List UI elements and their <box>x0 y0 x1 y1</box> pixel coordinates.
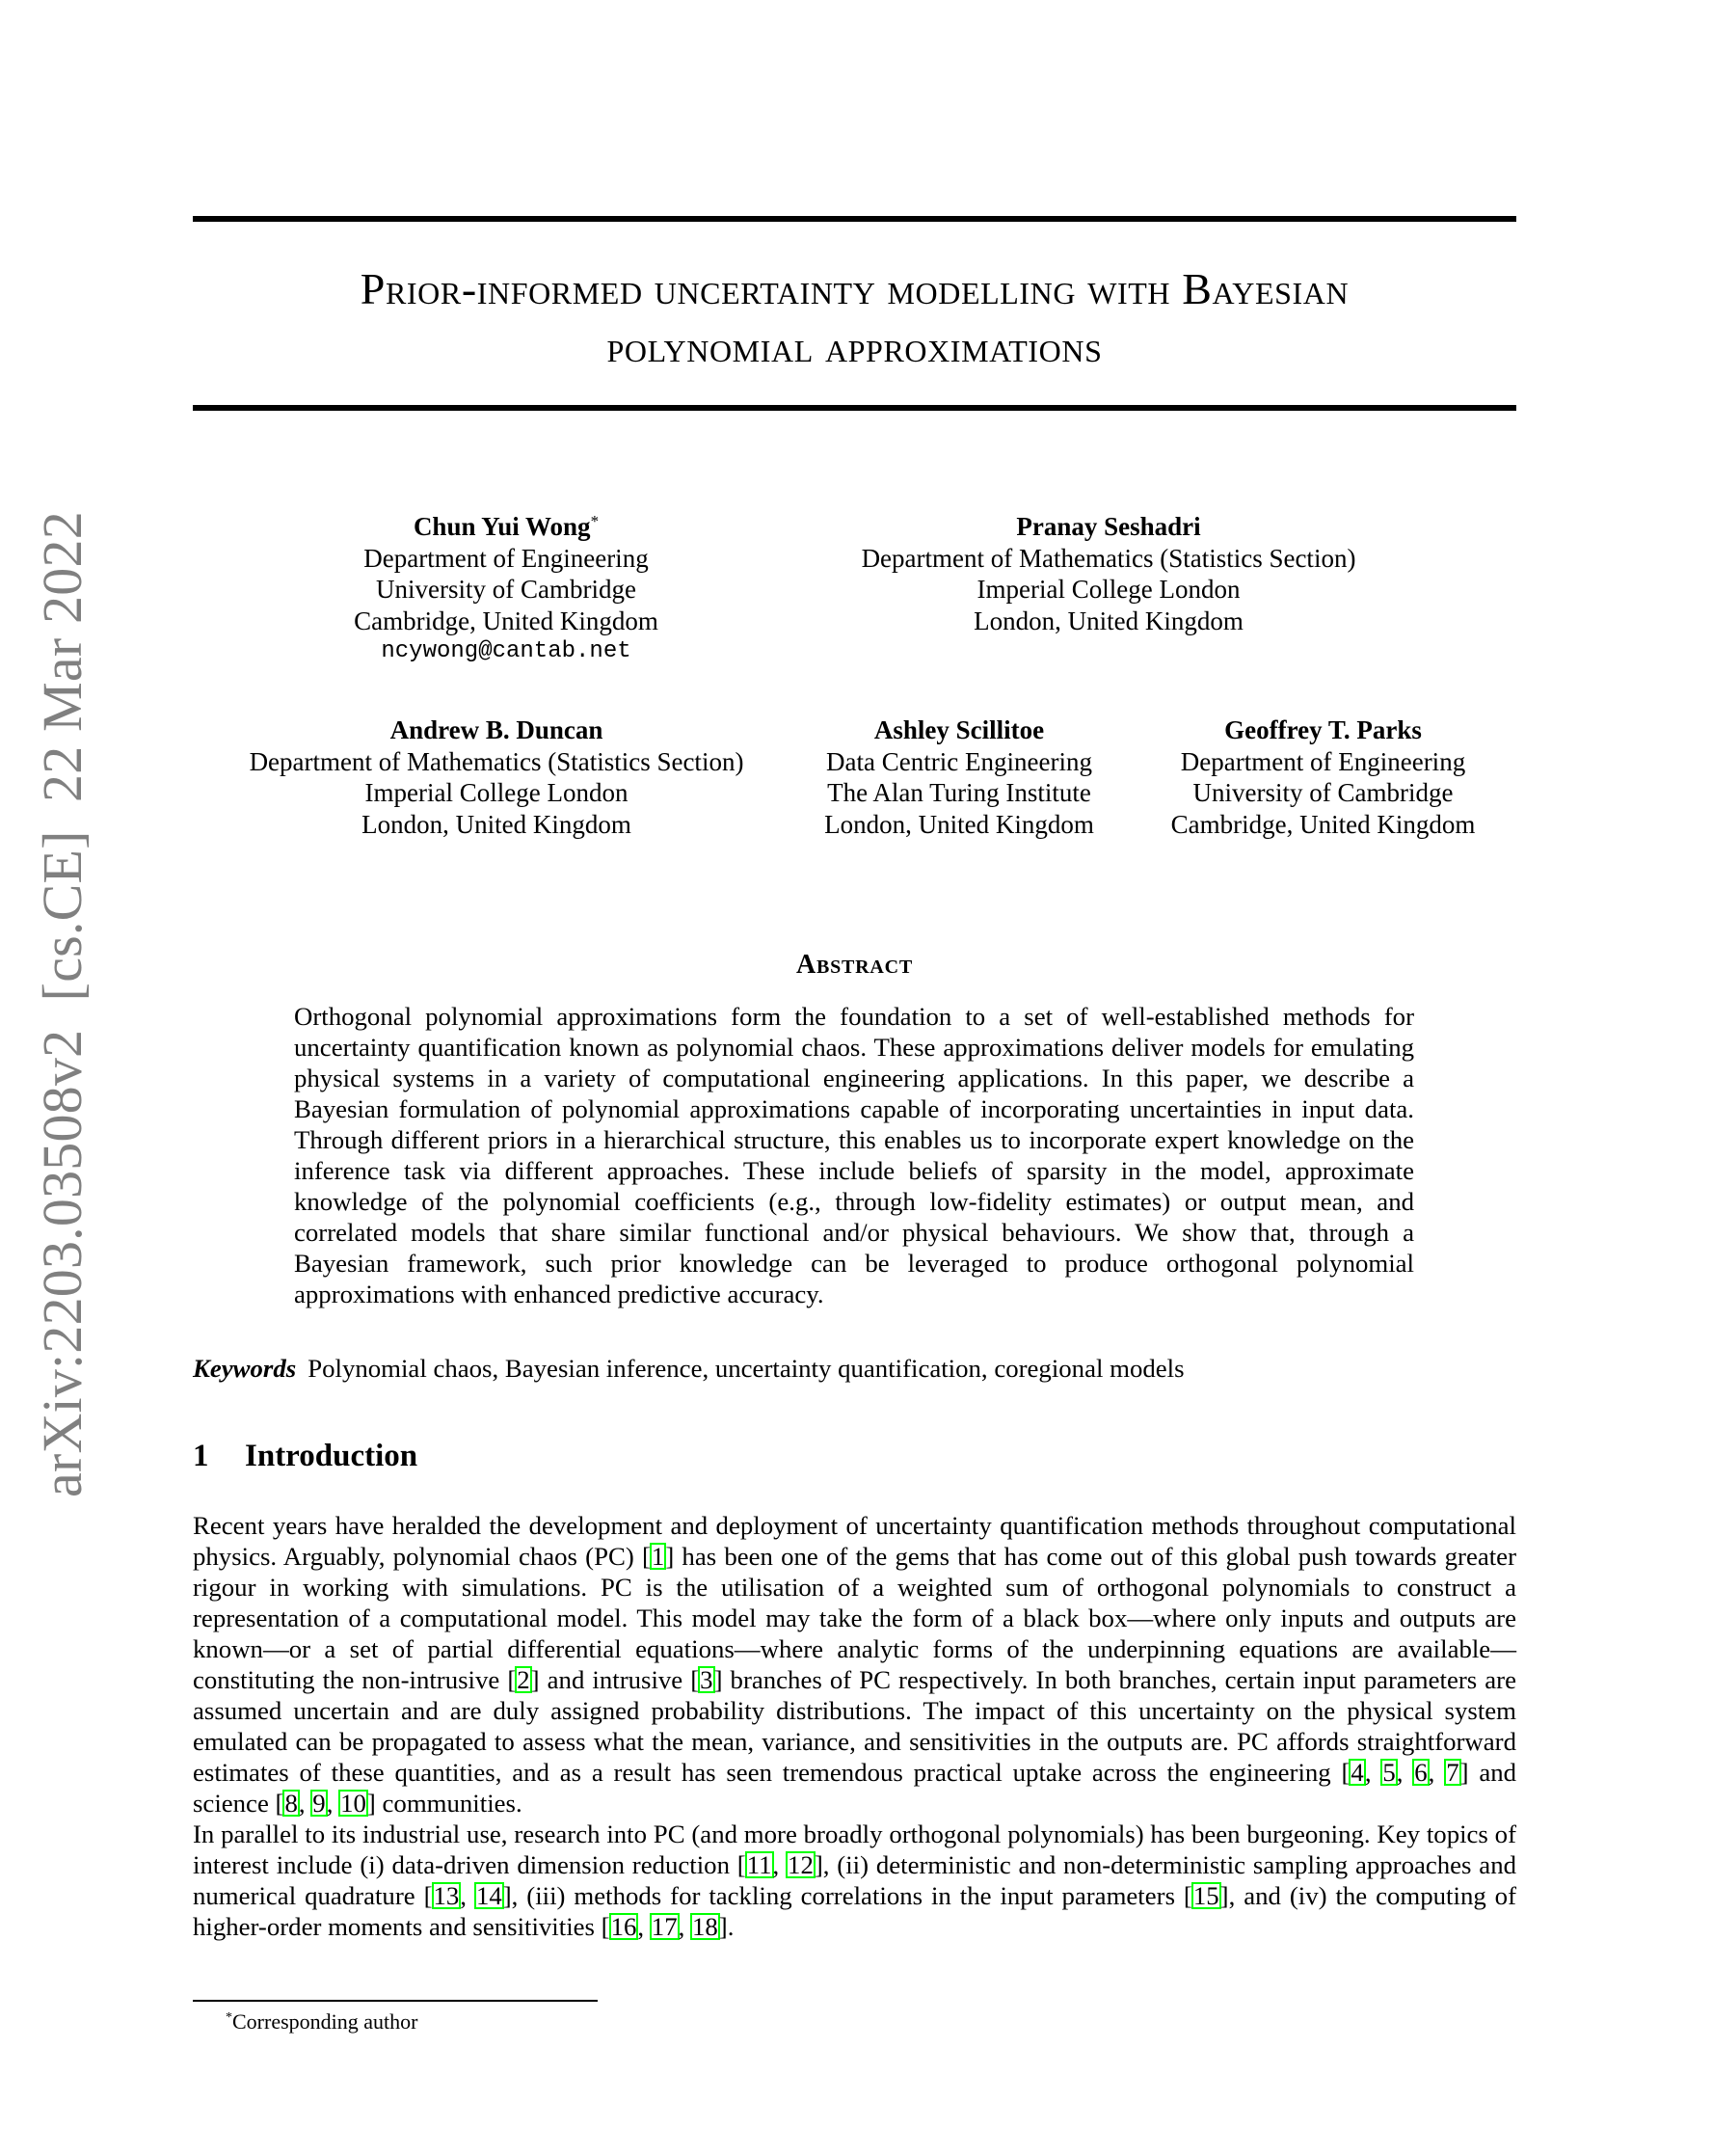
paragraph-text: , <box>460 1881 475 1910</box>
author-affiliation: University of Cambridge <box>1192 778 1454 807</box>
section-title: Introduction <box>245 1439 418 1473</box>
author-affiliation: London, United Kingdom <box>974 606 1244 635</box>
paragraph-text: ], (ii) deterministic and non-deterministic sampling approaches and numerical quadrature [ <box>193 1850 1516 1910</box>
arxiv-date: 22 Mar 2022 <box>31 511 94 802</box>
body-paragraph <box>193 1510 1516 1819</box>
author-affiliation: Cambridge, United Kingdom <box>354 606 658 635</box>
citation-link[interactable]: 12 <box>788 1850 814 1879</box>
citation-link[interactable]: 6 <box>1414 1758 1428 1787</box>
paragraph-text: , <box>326 1789 340 1818</box>
citation-link[interactable]: 16 <box>610 1912 637 1941</box>
keywords-label: Keywords <box>193 1354 297 1383</box>
author-block <box>810 511 1407 636</box>
paragraph-text: ] communities. <box>366 1789 522 1818</box>
abstract-text: Orthogonal polynomial approximations form the foundation to a set of well-established methods for uncertainty quantification known as polynomial chaos. These approximations deliver models for emulating physical systems in a variety of computational engineering applications. In this paper, we describe a Bayesian formulation of polynomial approximations capable of incorporating uncertainties in input data. Through different priors in a hierarchical structure, this enables us to incorporate expert knowledge on the inference task via different approaches. These include beliefs of sparsity in the model, approximate knowledge of the polynomial coefficients (e.g., through low-fidelity estimates) or output mean, and correlated models that share similar functional and/or physical behaviours. We show that, through a Bayesian framework, such prior knowledge can be leveraged to produce orthogonal polynomial approximations with enhanced predictive accuracy. <box>294 1002 1414 1308</box>
author-name: Chun Yui Wong* <box>413 512 600 541</box>
footnote-mark: * <box>226 2010 232 2025</box>
body-paragraph <box>193 1819 1516 1942</box>
footnote-text: Corresponding author <box>232 2009 418 2034</box>
author-name: Geoffrey T. Parks <box>1224 715 1422 744</box>
arxiv-sidebar-stamp <box>31 511 94 1497</box>
author-affiliation: Cambridge, United Kingdom <box>1170 809 1476 839</box>
footnote-marker[interactable]: * <box>590 512 600 530</box>
citation-link[interactable]: 13 <box>433 1881 460 1910</box>
author-affiliation: Imperial College London <box>976 575 1241 604</box>
arxiv-category: [cs.CE] <box>31 830 94 1002</box>
title-line-2: polynomial approximations <box>606 322 1103 371</box>
section-heading <box>193 1437 417 1475</box>
paragraph-text: In parallel to its industrial use, research into PC (and more broadly orthogonal polynomials) has been burgeoning. Key topics of interest include (i) data-driven dimension reduction [ <box>193 1819 1516 1879</box>
author-affiliation: Imperial College London <box>364 778 629 807</box>
citation-link[interactable]: 8 <box>284 1789 298 1818</box>
author-affiliation: Department of Engineering <box>1180 746 1466 776</box>
paragraph-text: , <box>637 1912 651 1941</box>
paragraph-text: ] has been one of the gems that has come out of this global push towards greater rigour in working with simulations. PC is the utilisation of a weighted sum of orthogonal polynomials to construct a representation of a computational model. This model may take the form of a black box—where only inputs and outputs are known—or a set of partial differential equations—where analytic forms of the underpinning equations are available—constituting the non-intrusive [ <box>193 1542 1516 1694</box>
citation-link[interactable]: 14 <box>475 1881 502 1910</box>
citation-link[interactable]: 1 <box>651 1542 665 1571</box>
title-bottom-rule <box>193 405 1516 411</box>
paragraph-text: Recent years have heralded the development and deployment of uncertainty quantification methods throughout computational physics. Arguably, polynomial chaos (PC) [ <box>193 1511 1516 1571</box>
author-affiliation: Department of Engineering <box>363 543 649 573</box>
author-affiliation: London, United Kingdom <box>361 809 631 839</box>
citation-link[interactable]: 3 <box>700 1665 713 1694</box>
author-block <box>1142 714 1504 840</box>
abstract-heading: Abstract <box>795 950 914 980</box>
title-top-rule <box>193 216 1516 222</box>
paragraph-text: , <box>298 1789 312 1818</box>
section-number: 1 <box>193 1439 209 1473</box>
citation-link[interactable]: 4 <box>1351 1758 1364 1787</box>
citation-link[interactable]: 7 <box>1446 1758 1459 1787</box>
citation-link[interactable]: 11 <box>746 1850 772 1879</box>
keywords <box>193 1353 1185 1384</box>
paragraph-text: , <box>1396 1758 1414 1787</box>
paragraph-text: , <box>678 1912 691 1941</box>
footnote <box>226 2008 417 2035</box>
paragraph-text: , <box>772 1850 788 1879</box>
paragraph-text: ] and science [ <box>193 1758 1517 1818</box>
author-affiliation: Department of Mathematics (Statistics Section) <box>249 746 744 776</box>
author-block <box>212 714 781 840</box>
citation-link[interactable]: 10 <box>340 1789 366 1818</box>
author-block <box>800 714 1118 840</box>
paragraph-text: ] and intrusive [ <box>530 1665 700 1694</box>
author-name: Ashley Scillitoe <box>873 715 1045 744</box>
citation-link[interactable]: 5 <box>1382 1758 1396 1787</box>
citation-link[interactable]: 17 <box>651 1912 678 1941</box>
paragraph-text: ], and (iv) the computing of higher-order moments and sensitivities [ <box>193 1881 1517 1941</box>
title-line-1: Prior-informed uncertainty modelling with Bayesian <box>360 264 1350 313</box>
citation-link[interactable]: 2 <box>517 1665 530 1694</box>
author-affiliation: London, United Kingdom <box>824 809 1094 839</box>
author-affiliation: Data Centric Engineering <box>826 746 1092 776</box>
paragraph-text: , <box>1428 1758 1446 1787</box>
author-affiliation: The Alan Turing Institute <box>827 778 1091 807</box>
footnote-rule <box>193 2000 598 2002</box>
arxiv-id[interactable]: arXiv:2203.03508v2 <box>31 1029 94 1497</box>
author-affiliation: University of Cambridge <box>376 575 636 604</box>
paragraph-text: , <box>1364 1758 1382 1787</box>
citation-link[interactable]: 15 <box>1192 1881 1219 1910</box>
author-name: Andrew B. Duncan <box>389 715 603 744</box>
paragraph-text: ]. <box>718 1912 735 1941</box>
author-block <box>318 511 694 668</box>
author-name: Pranay Seshadri <box>1016 512 1201 541</box>
citation-link[interactable]: 9 <box>312 1789 326 1818</box>
paragraph-text: ], (iii) methods for tackling correlations in the input parameters [ <box>502 1881 1192 1910</box>
author-email[interactable]: ncywong@cantab.net <box>381 638 631 664</box>
paper-title <box>193 260 1516 376</box>
citation-link[interactable]: 18 <box>692 1912 718 1941</box>
keywords-text: Polynomial chaos, Bayesian inference, uncertainty quantification, coregional models <box>308 1354 1185 1383</box>
paragraph-text: ] branches of PC respectively. In both branches, certain input parameters are assumed uncertain and are duly assigned probability distributions. The impact of this uncertainty on the physical system emulated can be propagated to assess what the mean, variance, and sensitivities in the outputs are. PC affords straightforward estimates of these quantities, and as a result has seen tremendous practical uptake across the engineering [ <box>193 1665 1516 1787</box>
author-affiliation: Department of Mathematics (Statistics Section) <box>861 543 1356 573</box>
